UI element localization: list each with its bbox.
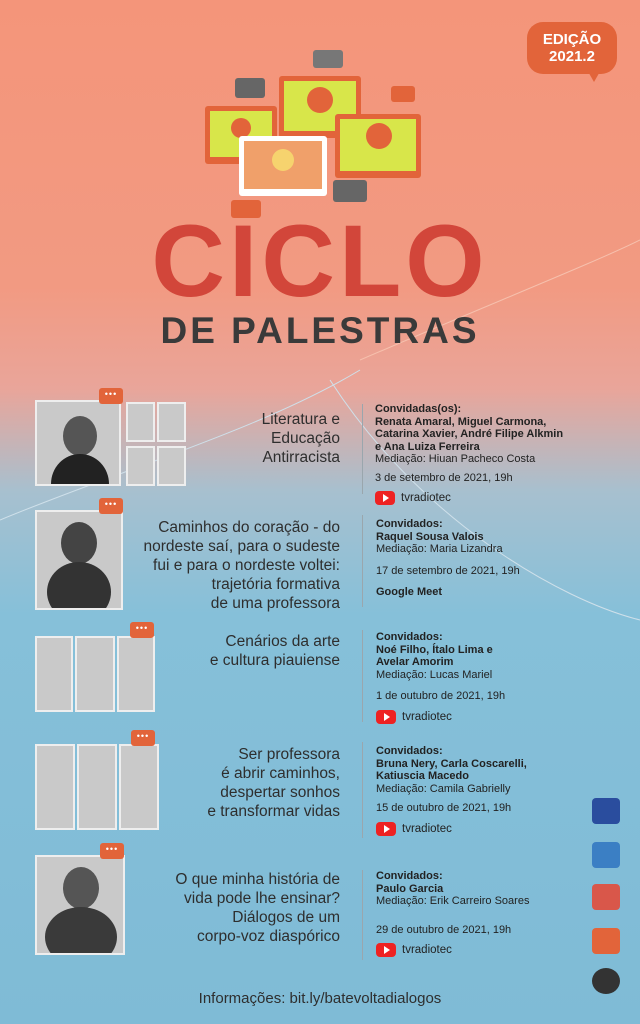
talk5-info: Convidados: Paulo Garcia Mediação: Erik Carreiro Soares 29 de outubro de 2021, 19h tvradiotec — [376, 870, 606, 957]
talk3-divider — [362, 630, 363, 722]
talk4-youtube-link[interactable]: tvradiotec — [376, 822, 606, 836]
talk1-youtube-link[interactable]: tvradiotec — [375, 491, 605, 505]
talk1-info: Convidadas(os): Renata Amaral, Miguel Carmona, Catarina Xavier, André Filipe Alkmin e Ana Luiza Ferreira Mediação: Hiuan Pacheco Costa 3 de setembro de 2021, 19h tvradiotec — [375, 403, 605, 505]
talk2-chat-icon: ••• — [99, 498, 123, 514]
talk1-divider — [362, 404, 363, 494]
talk3-youtube-link[interactable]: tvradiotec — [376, 710, 606, 724]
talk2-photo — [35, 510, 123, 610]
talk3-title: Cenários da arte e cultura piauiense — [209, 633, 340, 669]
talk2-info: Convidados: Raquel Sousa Valois Mediação: Maria Lizandra 17 de setembro de 2021, 19h Google Meet — [376, 518, 606, 599]
talk5-chat-icon: ••• — [100, 843, 124, 859]
partner-logo-3 — [592, 884, 620, 910]
university-logo — [592, 798, 620, 824]
talk4-divider — [362, 742, 363, 838]
title-ciclo: CICLO — [151, 204, 489, 318]
talk2-divider — [362, 515, 363, 607]
talk2-google-meet[interactable]: Google Meet — [376, 586, 443, 598]
talk4-photos — [35, 744, 159, 830]
partner-logo-2 — [592, 842, 620, 868]
footer-info: Informações: bit.ly/batevoltadialogos — [198, 990, 442, 1007]
talk4-info: Convidados: Bruna Nery, Carla Coscarelli, Katiuscia Macedo Mediação: Camila Gabrielly 15 de outubro de 2021, 19h tvradiotec — [376, 745, 606, 836]
talk1-photo-main — [35, 400, 121, 486]
talk3-chat-icon: ••• — [130, 622, 154, 638]
title-palestras: DE PALESTRAS — [160, 310, 480, 351]
talk1-chat-icon: ••• — [99, 388, 123, 404]
edition-number: 2021.2 — [549, 48, 595, 65]
talk5-youtube-link[interactable]: tvradiotec — [376, 943, 606, 957]
edition-badge — [527, 22, 617, 74]
bate-volta-logo — [592, 928, 620, 954]
video-call-illustration — [195, 48, 435, 228]
youtube-icon — [376, 943, 396, 957]
youtube-icon — [376, 822, 396, 836]
talk1-title: Literatura e Educação Antirracista — [261, 411, 340, 466]
talk4-chat-icon: ••• — [131, 730, 155, 746]
edition-badge-tail — [586, 68, 602, 82]
talk5-photo — [35, 855, 125, 955]
talk3-photos — [35, 636, 155, 712]
talk3-info: Convidados: Noé Filho, Ítalo Lima e Avelar Amorim Mediação: Lucas Mariel 1 de outubro de 2021, 19h tvradiotec — [376, 631, 606, 724]
talk2-title: Caminhos do coração - do nordeste saí, para o sudeste fui e para o nordeste voltei: trajetória formativa de uma professora — [143, 519, 340, 612]
youtube-icon — [376, 710, 396, 724]
youtube-icon — [375, 491, 395, 505]
talk4-title: Ser professora é abrir caminhos, despertar sonhos e transformar vidas — [207, 746, 340, 820]
talk5-title: O que minha história de vida pode lhe ensinar? Diálogos de um corpo-voz diaspórico — [175, 871, 340, 945]
edition-label: EDIÇÃO — [542, 31, 602, 48]
talk5-divider — [362, 870, 363, 960]
